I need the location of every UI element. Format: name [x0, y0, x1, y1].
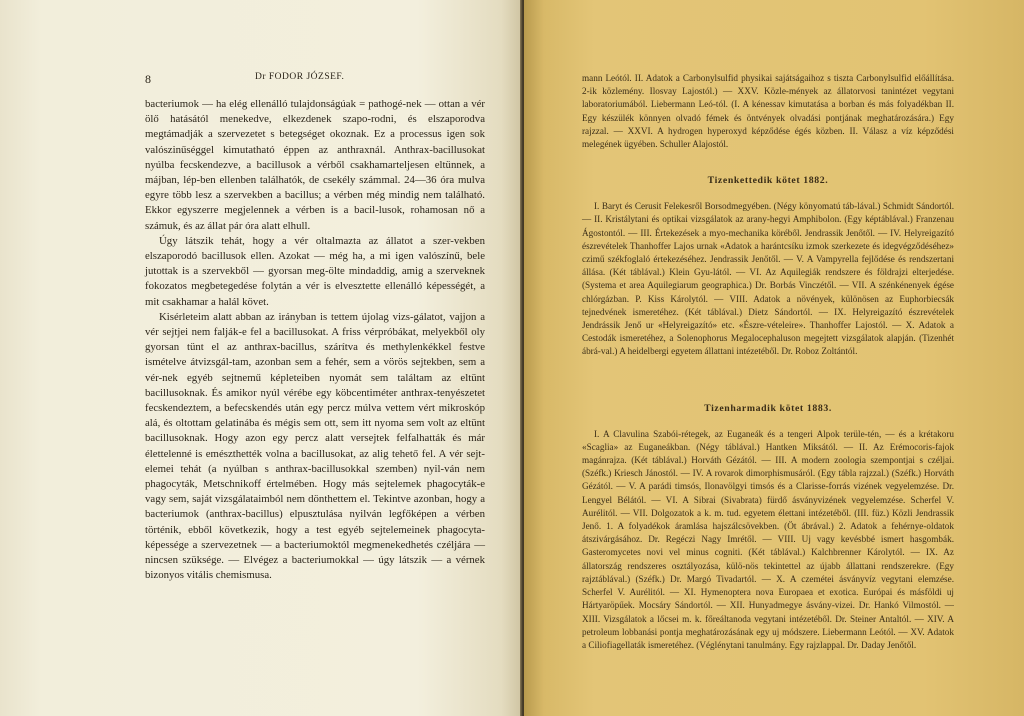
left-page-content	[145, 72, 485, 584]
right-page	[524, 0, 1024, 716]
running-head-title: Dr FODOR JÓZSEF.	[255, 72, 345, 82]
section-1882-text: I. Baryt és Cerusit Felekesről Borsodmegyében. (Négy könyomatú táb-lával.) Schmidt Sándortól. — II. Kristálytani és optikai vizsgálatok az arany-hegyi Amphibolon. (Egy képtáblával.) Franzenau Ágostontól. — III. Értekezések a myo-mechanika köréből. Jendrassik Jenőtől. — IV. Helyreigazító észrevételek Thanhoffer Lajos urnak «Adatok a harántcsíku izmok szerkezete és idegvégződéséhez» czimű székfoglaló értekezéséhez. Jendrassik Jenőtől. — V. A Vampyrella fejlődése és rendszertani állása. (Két táblával.) Klein Gyu-lától. — VI. Az Aquilegiák rendszere és földrajzi elterjedése. (Systema et area Aquilegiarum geographica.) Dr. Borbás Vinczétől. — VII. A szénkénenyek égése chlórgázban. P. Kiss Károlytól. — VIII. Adatok a növények, különösen az Euphorbiecsák tejnedvének ismeretéhez. (Két táblával.) Dietz Sándortól. — IX. Helyreigazító észrevételek Jendrássik Jenő ur «Helyreigazító» etc. «Észre-vételeire». Thanhoffer Lajostól. — X. Adatok a Cestodák ismeretéhez, a Solenophorus Megalocephaluson megejtett vizsgálatok alapján. (Tizenhét ábrá-val.) A heidelbergi egyetem állattani intézetéből. Dr. Roboz Zoltántól.	[582, 201, 954, 357]
paragraph: bacteriumok — ha elég ellenálló tulajdonságúak = pathogé-nek — ottan a vér ölő hatásától menekedve, elkezdenek szapo-rodni, és elszaporodva megtámadják a szervezetet s betegséget okoznak. Ez a processus igen sok valószinűséggel kimutatható éppen az anthraxnál. Anthrax-bacillusokat nyúlba fecskendezve, a bacillusok a vérből csakhamarteljesen eltünnek, a májban, lép-ben ellenben találhatók, de csekély számmal. 24—36 óra mulva egyre több lesz a szervekben a bacillus; a vérben még mindig nem található. Ekkor egyszerre megjelennek a vérben is a bacil-lusok, rohamosan nő a számuk, és az állat pár óra alatt elhull.	[145, 98, 485, 232]
section-1883-text: I. A Clavulina Szabói-rétegek, az Euganeák és a tengeri Alpok terüle-tén, — és a krétakoru «Scaglia» az Euganeákban. (Négy táblával.) Hantken Miksától. — II. Az Erémocoris-fajok magánrajza. (Két táblával.) Horváth Gézától. — III. A modern zoologia szempontjai s czéljai. (Széfk.) Kriesch Jánostól. — IV. A rovarok dimorphismusáról. (Egy tábla rajzzal.) (Széfk.) Horváth Gézától. — V. A parádi timsós, Ilonavölgyi timsós és a Clarisse-forrás vizének vegyelemzése. Dr. Lengyel Bélától. — VI. A Sibrai (Sivabrata) fürdő ásványvizének vegyelemzése. Scherfel V. Aurélitól. — VII. Dolgozatok a k. m. tud. egyetem élettani intézetéből. (III. füz.) Közli Jendrassik Jenő. 1. A folyadékok áramlása hajszálcsövekben. (Öt ábrával.) 2. Adatok a fehérnye-oldatok átszivárgásához. Dr. Regéczi Nagy Imrétől. — VIII. Uj vagy kevésbbé ismert hasgombák. Gasteromycetes novi vel minus cogniti. (Két táblával.) Kalchbrenner Károlytól. — IX. Az állatország rendszeres osztályozása, külö-nös tekintettel az újabb állattani rendszerekre. (Egy rajztáblával.) (Széfk.) Dr. Margó Tivadartól. — X. A czemétei ásványvíz vegytani elemzése. Scherfel V. Aurélitól. — XI. Hymenoptera nova Europaea et exotica. Európai és másföldi uj Hártyaröpűek. Mocsáry Sándortól. — XII. Hunyadmegye ásvány-vizei. Dr. Hankó Vilmostól. — XIII. Vizsgálatok a lőcsei m. k. főreáltanoda vegytani intézetéből. Dr. Steiner Antaltól. — XIV. A petroleum lobbanási pontja meghatározásának egy uj módszere. Liebermann Leótól. — XV. Adatok a Ciliofiagellaták ismeretéhez. (Véglénytani tanulmány. Egy rajzlappal. Dr. Daday Jenőtől.	[582, 428, 954, 650]
left-body-text	[145, 97, 485, 584]
section-title-1882: Tizenkettedik kötet 1882.	[707, 175, 829, 187]
section-title-1883: Tizenharmadik kötet 1883.	[704, 402, 832, 414]
right-body-text	[582, 72, 954, 652]
right-page-content	[582, 72, 954, 652]
paragraph: Kisérleteim alatt abban az irányban is tettem újolag vizs-gálatot, vajjon a vér sejtjei nem falják-e fel a bacillusokat. A friss vérpróbákat, melyekből oly gyorsan tünt el az anthrax-bacillus, szárítva és methylenkékkel festve ismételve átvizsgál-tam, azonban sem a fehér, sem a vörös sejtekben, sem a vér-nek egyéb sejtnemű képleteiben nyomát sem találtam az eltünt bacillusoknak. És amikor nyúl vérébe egy köbcentiméter anthrax-tenyészetet fecskendeztem, a befecskendés után egy percz múlva vettem vért mikroskóp alá, és oltottam gelatinába és mégis sem ott, sem itt nyoma sem volt az eltünt bacillusoknak. Hogy azon egy percz alatt versejtek felfalhatták és már élettelenné is emészthették volna a bacillusokat, az alig tehető fel. A vér sejt-elemei tehát (a nyúlban s anthrax-bacillusokkal szemben) nyil-ván nem phagocyták, Metschnikoff értelmében. Hogy más sejtelemek phagocyták-e vagy sem, saját vizsgálataimból nem dönthettem el. Tekintve azonban, hogy a bacteriumok (anthrax-bacillus) elpusztulása nyilván legfőképen a vérben történik, ebből következik, hogy a test egyéb sejtelemeinek phagocyta-képessége a szervezetnek — a bacteriumoktól megmenekedhetés czéljára — nincsen szüksége. — Elvégez a bacteriumokkal — úgy látszik — a vérnek bizonyos vitális chemismusa.	[145, 310, 485, 582]
running-header	[145, 72, 485, 87]
intro-paragraph: mann Leótól. II. Adatok a Carbonylsulfid physikai sajátságaihoz s tiszta Carbonylsulfid előállítása. 2-ik közlemény. Ilosvay Lajostól.) — XXV. Közle-mények az állatorvosi tanintézet vegytani laboratoriumából. Liebermann Leó-tól. (I. A kénessav kimutatása a borban és más folyadékban II. Egy készülék könnyen olvadó fémek és öntvények olvadási pontjának meghatározására.) Egy rajzzal. — XXVI. A hydrogen hyperoxyd képződése égés közben. II. Válasz a víz képződési melegének ügyében. Schuller Alajostól.	[582, 73, 954, 150]
paragraph: Úgy látszik tehát, hogy a vér oltalmazta az állatot a szer-vekben elszaporodó bacillusok ellen. Azokat — még ha, a mi igen valószínű, bele jutottak is a szervekből — gyorsan meg-ölte mindaddig, amig a szerveknek fokozatos megbetegedése folytán a vér is elvesztette ellenálló képességét, a mit csakhamar a halál követ.	[145, 234, 485, 308]
page-number: 8	[145, 72, 152, 86]
